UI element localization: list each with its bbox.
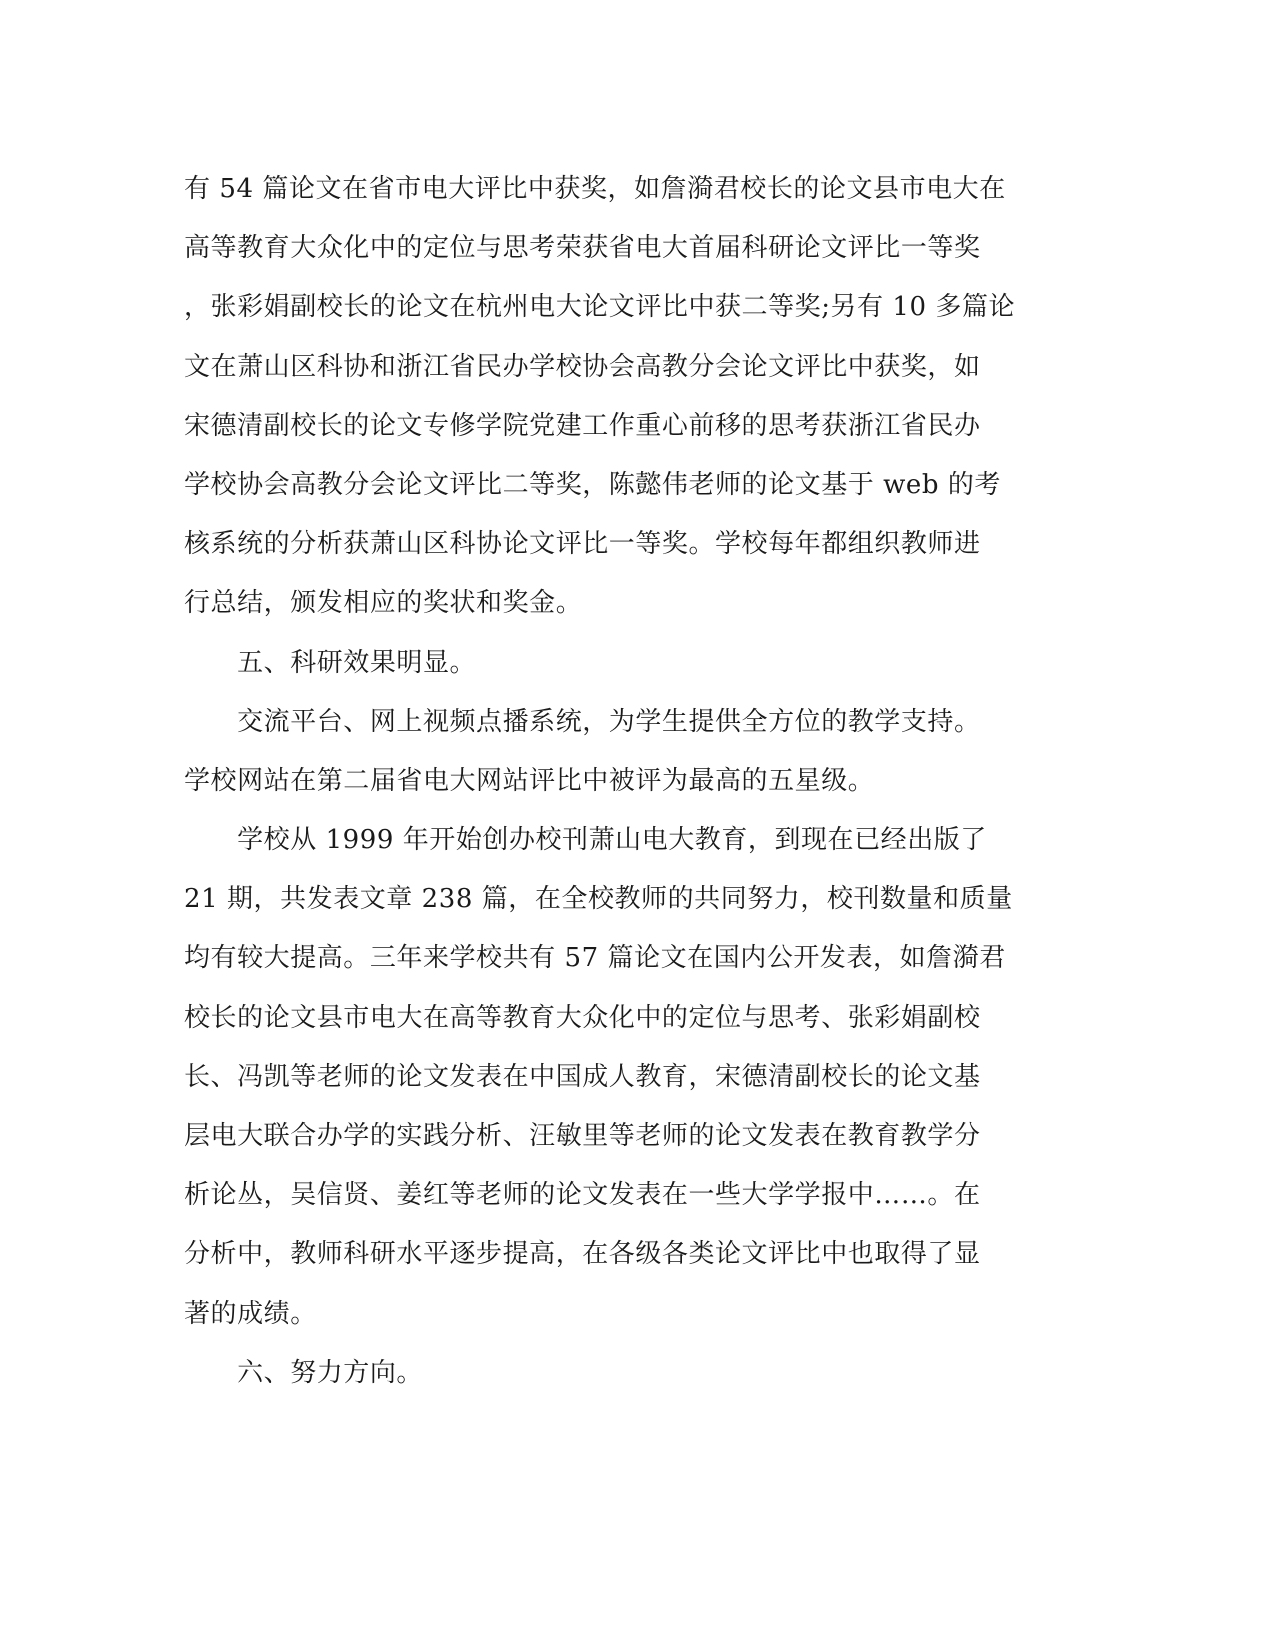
text-line: 有 54 篇论文在省市电大评比中获奖，如詹漪君校长的论文县市电大在 xyxy=(184,174,1006,204)
text-line: 层电大联合办学的实践分析、汪敏里等老师的论文发表在教育教学分 xyxy=(184,1121,981,1151)
text-line: 核系统的分析获萧山区科协论文评比一等奖。学校每年都组织教师进 xyxy=(184,529,981,560)
text-line: 学校从 1999 年开始创办校刊萧山电大教育，到现在已经出版了 xyxy=(184,825,987,856)
text-line: 长、冯凯等老师的论文发表在中国成人教育，宋德清副校长的论文基 xyxy=(184,1061,981,1092)
text-line: 学校网站在第二届省电大网站评比中被评为最高的五星级。 xyxy=(184,765,875,796)
body-text xyxy=(184,160,1064,1403)
text-line: 均有较大提高。三年来学校共有 57 篇论文在国内公开发表，如詹漪君 xyxy=(184,943,1006,974)
text-line: 分析中，教师科研水平逐步提高，在各级各类论文评比中也取得了显 xyxy=(184,1239,981,1270)
text-line: 文在萧山区科协和浙江省民办学校协会高教分会论文评比中获奖，如 xyxy=(184,351,981,382)
text-line: 交流平台、网上视频点播系统，为学生提供全方位的教学支持。 xyxy=(184,706,981,737)
text-line: 校长的论文县市电大在高等教育大众化中的定位与思考、张彩娟副校 xyxy=(184,1002,981,1033)
text-line: 行总结，颁发相应的奖状和奖金。 xyxy=(184,588,583,619)
text-line: 著的成绩。 xyxy=(184,1298,317,1329)
text-line: 21 期，共发表文章 238 篇，在全校教师的共同努力，校刊数量和质量 xyxy=(184,884,1013,915)
section-heading: 六、努力方向。 xyxy=(184,1357,423,1388)
text-line: 学校协会高教分会论文评比二等奖，陈懿伟老师的论文基于 web 的考 xyxy=(184,469,1001,500)
text-line: 宋德清副校长的论文专修学院党建工作重心前移的思考获浙江省民办 xyxy=(184,410,981,441)
text-line: 高等教育大众化中的定位与思考荣获省电大首届科研论文评比一等奖 xyxy=(184,233,981,264)
text-line: ，张彩娟副校长的论文在杭州电大论文评比中获二等奖;另有 10 多篇论 xyxy=(184,292,1016,323)
text-line: 析论丛，吴信贤、姜红等老师的论文发表在一些大学学报中……。在 xyxy=(184,1180,981,1211)
section-heading: 五、科研效果明显。 xyxy=(184,647,477,678)
